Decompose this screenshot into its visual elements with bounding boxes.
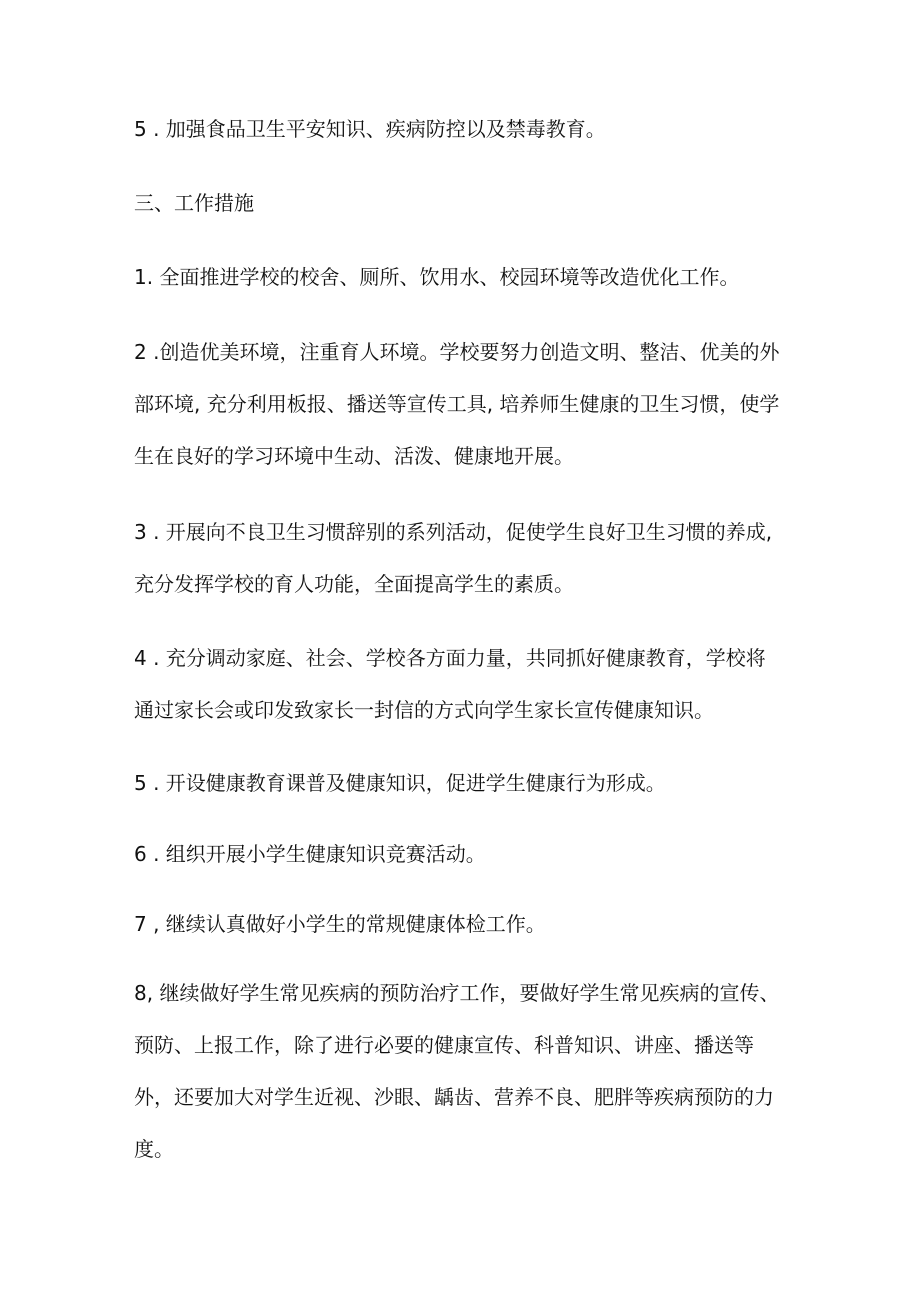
text-line: 1. 全面推进学校的校舍、厕所、饮用水、校园环境等改造优化工作。	[134, 265, 740, 289]
text-line: 度。	[134, 1137, 174, 1161]
section-heading-work-measures	[134, 188, 794, 218]
paragraph-4	[134, 643, 794, 725]
text-line: 充分发挥学校的育人功能，全面提高学生的素质。	[134, 572, 574, 596]
text-line: 预防、上报工作，除了进行必要的健康宣传、科普知识、讲座、播送等	[134, 1033, 754, 1057]
text-line: 生在良好的学习环境中生动、活泼、健康地开展。	[134, 444, 574, 468]
paragraph-5	[134, 768, 794, 798]
text-line: 5 . 加强食品卫生平安知识、疾病防控以及禁毒教育。	[134, 117, 606, 141]
text-line: 3 . 开展向不良卫生习惯辞别的系列活动，促使学生良好卫生习惯的养成,	[134, 520, 773, 544]
text-line: 5 . 开设健康教育课普及健康知识，促进学生健康行为形成。	[134, 771, 666, 795]
paragraph-6	[134, 839, 794, 869]
text-line: 6 . 组织开展小学生健康知识竞赛活动。	[134, 842, 486, 866]
paragraph-8	[134, 978, 794, 1164]
text-line: 7 , 继续认真做好小学生的常规健康体检工作。	[134, 912, 546, 936]
paragraph-2	[134, 337, 794, 471]
document-body	[134, 114, 794, 1200]
heading-line: 三、工作措施	[134, 191, 254, 215]
text-line: 4 . 充分调动家庭、社会、学校各方面力量，共同抓好健康教育，学校将	[134, 646, 766, 670]
text-line: 通过家长会或印发致家长一封信的方式向学生家长宣传健康知识。	[134, 698, 714, 722]
text-line: 外，还要加大对学生近视、沙眼、龋齿、营养不良、肥胖等疾病预防的力	[134, 1085, 774, 1109]
paragraph-1	[134, 262, 794, 292]
text-line: 部环境, 充分利用板报、播送等宣传工具, 培养师生健康的卫生习惯，使学	[134, 392, 780, 416]
paragraph-5-food-safety	[134, 114, 794, 144]
paragraph-7	[134, 909, 794, 939]
paragraph-3	[134, 517, 794, 599]
text-line: 2 .创造优美环境，注重育人环境。学校要努力创造文明、整洁、优美的外	[134, 340, 780, 364]
text-line: 8, 继续做好学生常见疾病的预防治疗工作，要做好学生常见疾病的宣传、	[134, 981, 780, 1005]
